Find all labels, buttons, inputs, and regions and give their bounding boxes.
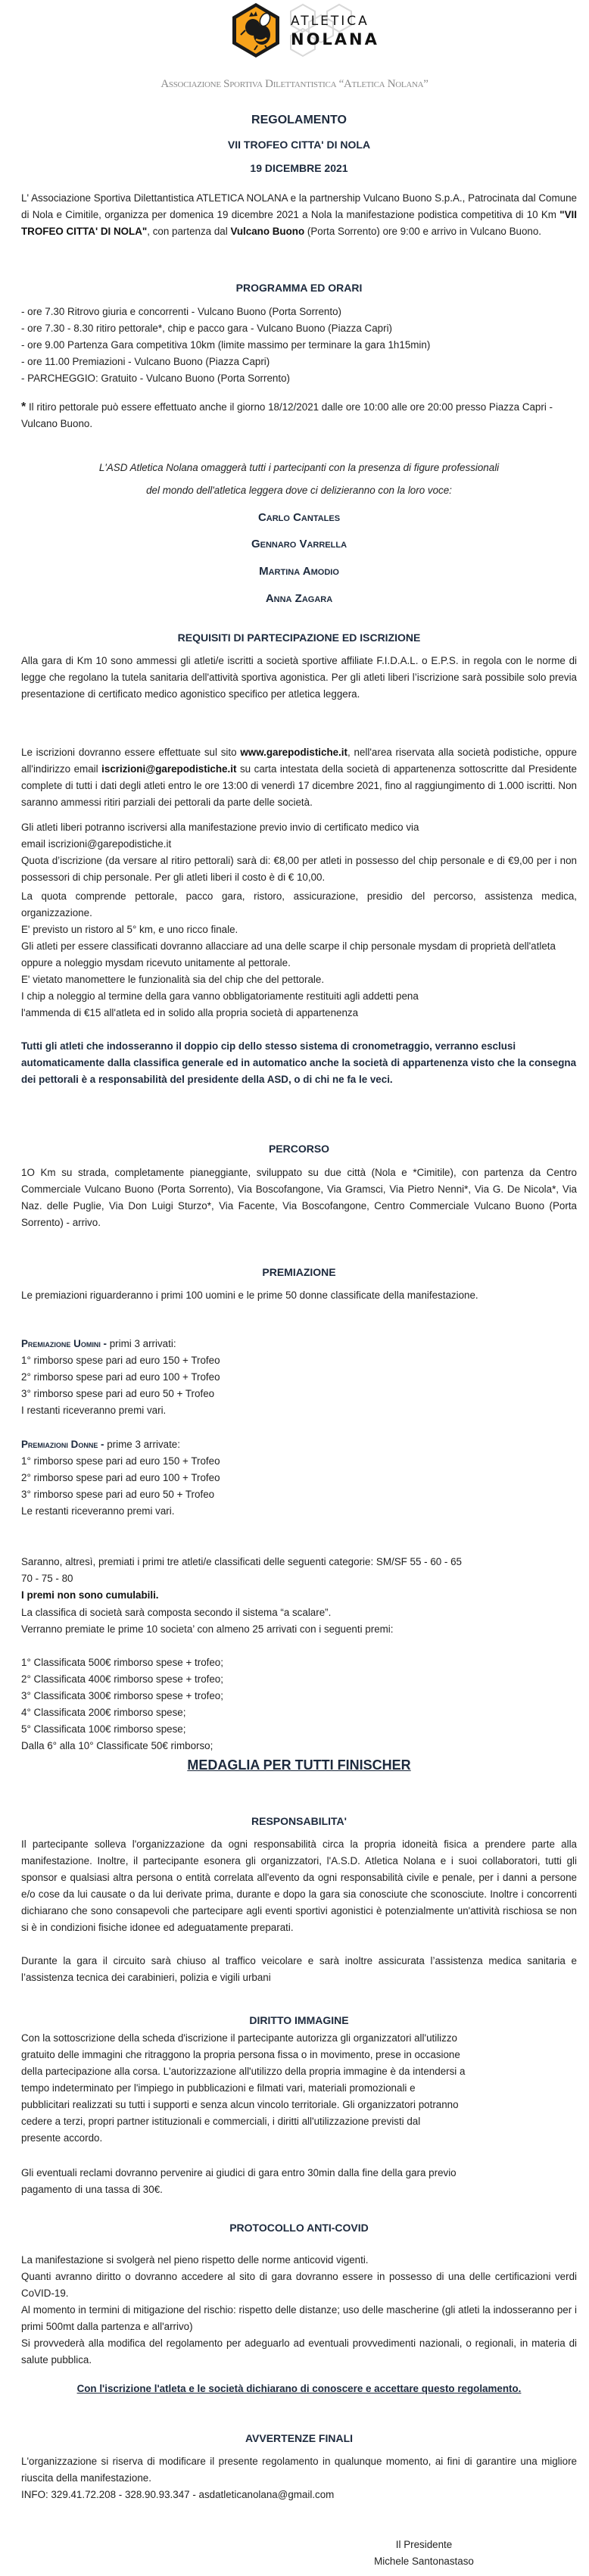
intro-text: L' Associazione Sportiva Dilettantistica ATLETICA NOLANA e la partnership Vulcano Buono S.p.A., Patrocinata dal Comune di Nola e Cimitile, organizza per domenica 19 dicembre 2021 a Nola la manifestazione podistica competitiva di 10 Km: [21, 192, 577, 220]
diritto-line: pubblicitari realizzati su tutti i supporti e senza alcun vincolo territoriale. Gli organizzatori potranno: [21, 2099, 459, 2110]
requisiti-paragraph-2: [21, 744, 577, 811]
accettazione-regolamento: Con l'iscrizione l'atleta e le società dichiarano di conoscere e accettare questo regolamento.: [76, 2383, 522, 2394]
prize-item: Le restanti riceveranno premi vari.: [21, 1505, 175, 1517]
prize-item: 1° rimborso spese pari ad euro 150 + Trofeo: [21, 1355, 220, 1366]
reclami-line: pagamento di una tassa di 30€.: [21, 2184, 163, 2195]
signature-name: Michele Santonastaso: [374, 2556, 474, 2567]
section-heading-diritto-immagine: DIRITTO IMMAGINE: [249, 2014, 349, 2026]
societa-prize-item: Dalla 6° alla 10° Classificate 50€ rimborso;: [21, 1740, 213, 1751]
logo-line-2: NOLANA: [291, 30, 379, 48]
prize-item: 1° rimborso spese pari ad euro 150 + Trofeo: [21, 1455, 220, 1467]
atleti-liberi-email: email iscrizioni@garepodistiche.it: [21, 838, 172, 850]
premiazione-uomini-desc: primi 3 arrivati:: [107, 1338, 176, 1349]
prize-item: I restanti riceveranno premi vari.: [21, 1405, 167, 1416]
societa-prize-item: 4° Classificata 200€ rimborso spese;: [21, 1707, 186, 1718]
chip-return-info: [21, 988, 577, 1021]
categorie-line: Saranno, altresì, premiati i primi tre atleti/e classificati delle seguenti categorie: SM/SF 55 - 60 - 65: [21, 1556, 463, 1567]
premiazione-intro: Le premiazioni riguarderanno i primi 100 uomini e le prime 50 donne classificate della manifestazione.: [21, 1290, 478, 1301]
atleti-liberi-text: [21, 819, 577, 853]
diritto-line: presente accordo.: [21, 2132, 103, 2144]
association-name: Associazione Sportiva Dilettantistica “Atletica Nolana”: [160, 78, 429, 90]
iscrizioni-text: su carta intestata della società di appartenenza sottoscritte dal Presidente complete di tutti i dati degli atleti entro le ore 13:00 di venerdì 17 dicembre 2021, fino al raggiungimento di 1.000 iscritti. Non saranno ammessi ritiri parziali dei pettorali da parte delle società.: [21, 763, 577, 808]
diritto-line: cedere a terzi, propri partner istituzionali e commerciali, i diritti all'utilizzazione previsti dal: [21, 2116, 421, 2127]
diritto-immagine-text: [21, 2030, 577, 2147]
programma-item: - ore 7.30 - 8.30 ritiro pettorale*, chip e pacco gara - Vulcano Buono (Piazza Capri): [21, 323, 393, 334]
section-heading-percorso: PERCORSO: [268, 1143, 330, 1155]
intro-event-name: "VII TROFEO CITTA' DI NOLA": [21, 209, 577, 237]
doppio-chip-warning: Tutti gli atleti che indosseranno il doppio cip dello stesso sistema di cronometraggio, verranno esclusi automaticamente dalla classifica generale ed in automatico anche la società di appartenenza visto che la consegna dei pettorali è a responsabilità del presidente della ASD, o di chi ne fa le veci.: [21, 1040, 577, 1085]
programma-list: [21, 304, 577, 387]
covid-paragraph-3: Al momento in termini di mitigazione del rischio: rispetto delle distanze; uso delle mascherine (gli atleti la indosseranno per i primi 500mt dalla partenza e all'arrivo): [21, 2304, 577, 2332]
intro-venue: Vulcano Buono: [230, 226, 305, 237]
societa-line: La classifica di società sarà composta secondo il sistema “a scalare”.: [21, 1607, 332, 1618]
atletica-nolana-logo: [227, 0, 379, 62]
non-cumulabili-note: I premi non sono cumulabili.: [21, 1589, 159, 1601]
iscrizioni-text: Le iscrizioni dovranno essere effettuate sul sito: [21, 747, 241, 758]
covid-paragraph-1: La manifestazione si svolgerà nel pieno rispetto delle norme anticovid vigenti.: [21, 2254, 369, 2266]
guest-name: Anna Zagara: [265, 592, 333, 605]
prize-item: 2° rimborso spese pari ad euro 100 + Trofeo: [21, 1472, 220, 1483]
event-date: 19 DICEMBRE 2021: [250, 162, 348, 174]
societa-line: Verranno premiate le prime 10 societa’ con almeno 25 arrivati con i seguenti premi:: [21, 1623, 394, 1635]
medaglia-banner: MEDAGLIA PER TUTTI FINISCHER: [187, 1757, 411, 1773]
guest-name: Gennaro Varrella: [251, 538, 347, 550]
document-title: REGOLAMENTO: [251, 114, 347, 126]
societa-prize-item: 3° Classificata 300€ rimborso spese + trofeo;: [21, 1690, 223, 1701]
chip-return-line: I chip a noleggio al termine della gara vanno obbligatoriamente restituiti agli addetti pena: [21, 990, 419, 1002]
intro-text: (Porta Sorrento) ore 9:00 e arrivo in Vulcano Buono.: [304, 226, 542, 237]
premiazione-categorie: [21, 1554, 577, 1604]
pettorale-note-text: Il ritiro pettorale può essere effettuato anche il giorno 18/12/2021 dalle ore 10:00 alle ore 20:00 presso Piazza Capri - Vulcano Buono.: [21, 401, 553, 429]
programma-item: - ore 7.30 Ritrovo giuria e concorrenti - Vulcano Buono (Porta Sorrento): [21, 306, 342, 317]
prize-item: 2° rimborso spese pari ad euro 100 + Trofeo: [21, 1371, 220, 1383]
categorie-line: 70 - 75 - 80: [21, 1573, 73, 1584]
section-heading-covid: PROTOCOLLO ANTI-COVID: [229, 2222, 369, 2234]
prize-item: 3° rimborso spese pari ad euro 50 + Trofeo: [21, 1489, 215, 1500]
section-heading-premiazione: PREMIAZIONE: [262, 1266, 336, 1278]
chip-return-line: l'ammenda di €15 all'atleta ed in solido alla propria società di appartenenza: [21, 1007, 359, 1018]
premiazione-donne: [21, 1436, 577, 1520]
diritto-line: Con la sottoscrizione della scheda d'iscrizione il partecipante autorizza gli organizzatori all'utilizzo: [21, 2032, 457, 2044]
iscrizioni-text: , nell'area riservata alla società podistiche, oppure all'indirizzo email: [21, 747, 578, 775]
intro-text: , con partenza dal: [147, 226, 231, 237]
societa-prize-item: 5° Classificata 100€ rimborso spese;: [21, 1723, 186, 1735]
signature-role: Il Presidente: [395, 2539, 453, 2550]
premiazione-donne-label: Premiazioni Donne -: [21, 1439, 104, 1450]
requisiti-paragraph-1: Alla gara di Km 10 sono ammessi gli atleti/e iscritti a società sportive affiliate F.I.D.A.L. o E.P.S. in regola con le norme di legge che regolano la tutela sanitaria dell'attività sportiva agonistica. Per gli atleti liberi l’iscrizione sarà possibile solo previa presentazione di certificato medico agonistico specifico per atletica leggera.: [21, 655, 577, 700]
quota-iscrizione: Quota d’iscrizione (da versare al ritiro pettorali) sarà di: €8,00 per atleti in possesso del chip personale e di €9,00 per i non possessori di chip personale. Per gli atleti liberi il costo è di € 10,00.: [21, 855, 577, 883]
signature-block: [356, 2537, 492, 2570]
responsabilita-paragraph-1: Il partecipante solleva l'organizzazione da ogni responsabilità circa la propria idoneità fisica a prendere parte alla manifestazione. Inoltre, il partecipante esonera gli organizzatori, l'A.S.D. Atletica Nolana e i suoi collaboratori, tutti gli sponsor e qualsiasi altra persona o entità correlata all'evento da ogni responsabilità civile e penale, per i danni a persone e/o cose da lui causate o da lui derivate prima, durante e dopo la gara sia conosciute che sconosciute. Inoltre i concorrenti dichiarano che sono consapevoli che partecipare agli eventi sportivi agonistici è potenzialmente un'attività rischiosa se non si è in condizioni fisiche idonee ed adeguatamente preparati.: [21, 1838, 577, 1933]
covid-paragraph-2: Quanti avranno diritto o dovranno accedere al sito di gara dovranno essere in possesso di una delle certificazioni verdi CoVID-19.: [21, 2271, 577, 2299]
section-heading-programma: PROGRAMMA ED ORARI: [235, 282, 363, 294]
section-heading-requisiti: REQUISITI DI PARTECIPAZIONE ED ISCRIZIONE: [177, 632, 421, 644]
premiazione-uomini: [21, 1336, 577, 1419]
societa-prize-list: [21, 1654, 577, 1754]
guest-name: Carlo Cantales: [257, 511, 341, 524]
premiazione-donne-desc: prime 3 arrivate:: [104, 1439, 180, 1450]
diritto-line: gratuito delle immagini che ritraggono la propria persona fissa o in movimento, prese in occasione: [21, 2049, 460, 2060]
section-heading-responsabilita: RESPONSABILITA': [251, 1815, 347, 1827]
reclami-line: Gli eventuali reclami dovranno pervenire ai giudici di gara entro 30min dalla fine della gara previo: [21, 2167, 457, 2178]
atleti-liberi-line: Gli atleti liberi potranno iscriversi alla manifestazione previo invio di certificato medico via: [21, 822, 419, 833]
bee-hexagon-icon: [230, 2, 282, 59]
omaggio-line-2: del mondo dell'atletica leggera dove ci delizieranno con la loro voce:: [146, 485, 452, 496]
premiazione-uomini-label: Premiazione Uomini -: [21, 1338, 108, 1349]
diritto-line: tempo indeterminato per l'impiego in pubblicazioni e filmati vari, materiali promozionali e: [21, 2082, 416, 2094]
iscrizioni-website-link[interactable]: www.garepodistiche.it: [240, 747, 347, 758]
chip-tamper-warning: E' vietato manomettere le funzionalità sia del chip che del pettorale.: [21, 974, 325, 985]
logo-wordmark: [291, 12, 379, 48]
section-heading-avvertenze: AVVERTENZE FINALI: [245, 2432, 354, 2444]
event-name: VII TROFEO CITTA' DI NOLA: [227, 139, 371, 151]
diritto-line: della partecipazione alla corsa. L'autorizzazione all'utilizzo della propria immagine è da intendersi a: [21, 2066, 466, 2077]
covid-paragraph-4: Si provvederà alla modifica del regolamento per adeguarlo ad eventuali provvedimenti nazionali, o regionali, in materia di salute pubblica.: [21, 2337, 577, 2365]
asterisk-icon: *: [21, 401, 26, 413]
quota-comprende: La quota comprende pettorale, pacco gara, ristoro, assicurazione, presidio del percorso, assistenza medica, organizzazione.: [21, 890, 577, 918]
programma-item: - ore 11.00 Premiazioni - Vulcano Buono (Piazza Capri): [21, 356, 270, 367]
classifica-societa: [21, 1605, 577, 1638]
responsabilita-paragraph-2: Durante la gara il circuito sarà chiuso al traffico veicolare e sarà inoltre assicurata l’assistenza medica sanitaria e l’assistenza tecnica dei carabinieri, polizia e vigili urbani: [21, 1955, 577, 1983]
ristoro-info: E' previsto un ristoro al 5° km, e uno ricco finale.: [21, 924, 238, 935]
avvertenze-paragraph: L'organizzazione si riserva di modificare il presente regolamento in qualunque momento, ai fini di garantire una migliore riuscita della manifestazione.: [21, 2456, 577, 2484]
societa-prize-item: 1° Classificata 500€ rimborso spese + trofeo;: [21, 1657, 223, 1668]
chip-info: Gli atleti per essere classificati dovranno allacciare ad una delle scarpe il chip personale mysdam di proprietà dell'atleta oppure a noleggio mysdam ricevuto unitamente al pettorale.: [21, 940, 556, 968]
intro-paragraph: [21, 190, 577, 240]
logo-line-1: ATLETICA: [291, 14, 369, 29]
percorso-description: 1O Km su strada, completamente pianeggiante, sviluppato su due città (Nola e *Cimitile), con partenza da Centro Commerciale Vulcano Buono (Porta Sorrento), Via Boscofangone, Via Gramsci, Via Pietro Nenni*, Via G. De Nicola*, Via Naz. delle Puglie, Via Don Luigi Sturzo*, Via Facente, Via Boscofangone, Centro Commerciale Vulcano Buono (Porta Sorrento) - arrivo.: [21, 1167, 577, 1228]
pettorale-note: [21, 399, 577, 432]
guest-name: Martina Amodio: [259, 565, 339, 578]
programma-item: - ore 9.00 Partenza Gara competitiva 10km (limite massimo per terminare la gara 1h15min): [21, 339, 431, 351]
societa-prize-item: 2° Classificata 400€ rimborso spese + trofeo;: [21, 1673, 223, 1685]
iscrizioni-email-link[interactable]: iscrizioni@garepodistiche.it: [101, 763, 237, 775]
reclami-info: [21, 2165, 577, 2198]
contact-info: INFO: 329.41.72.208 - 328.90.93.347 - asdatleticanolana@gmail.com: [21, 2489, 335, 2500]
prize-item: 3° rimborso spese pari ad euro 50 + Trofeo: [21, 1388, 215, 1399]
programma-item: - PARCHEGGIO: Gratuito - Vulcano Buono (Porta Sorrento): [21, 373, 290, 384]
omaggio-line-1: L'ASD Atletica Nolana omaggerà tutti i partecipanti con la presenza di figure professionali: [98, 462, 500, 473]
